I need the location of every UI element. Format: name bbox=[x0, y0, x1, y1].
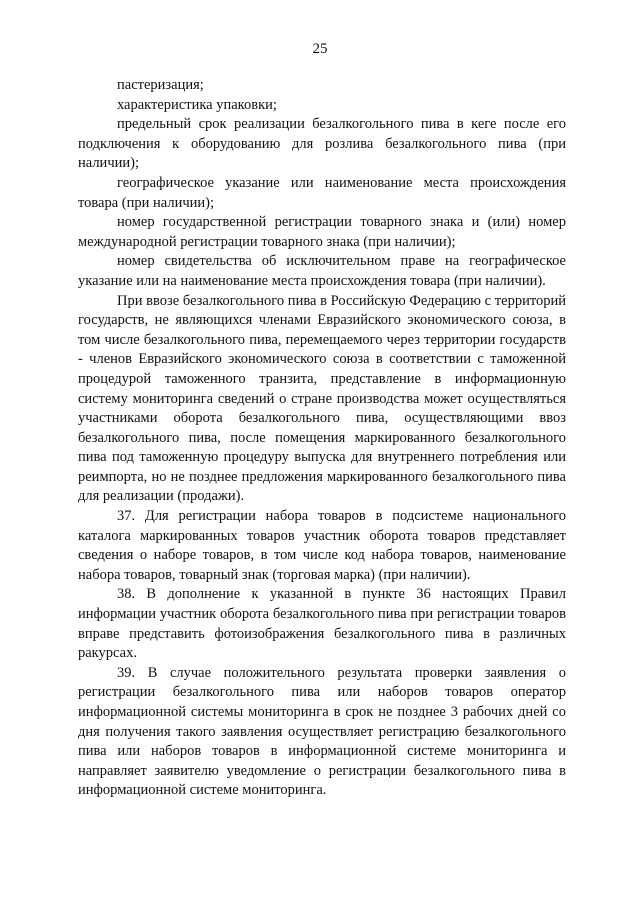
paragraph-import: При ввозе безалкогольного пива в Российскую Федерацию с территорий государств, не являющихся членами Евразийского экономического союза, в том числе безалкогольного пива, перемещаемого через территории государств - членов Евразийского экономического союза в соответствии с таможенной процедурой таможенного транзита, представление в информационную систему мониторинга сведений о стране производства может осуществляться участниками оборота безалкогольного пива, осуществляющими ввоз безалкогольного пива, после помещения маркированного безалкогольного пива под таможенную процедуру выпуска для внутреннего потребления или реимпорта, но не позднее предложения маркированного безалкогольного пива для реализации (продажи). bbox=[78, 292, 566, 505]
paragraph-geographical-indication: географическое указание или наименование места происхождения товара (при наличии); bbox=[78, 174, 566, 211]
paragraph-item-39: 39. В случае положительного результата проверки заявления о регистрации безалкогольного пива или наборов товаров оператор информационной системы мониторинга в срок не позднее 3 рабочих дней со дня получения такого заявления осуществляет регистрацию безалкогольного пива или наборов товаров в информационной системе мониторинга и направляет заявителю уведомление о регистрации безалкогольного пива в информационной системе мониторинга. bbox=[78, 664, 566, 799]
paragraph-keg-shelf-life: предельный срок реализации безалкогольного пива в кеге после его подключения к оборудованию для розлива безалкогольного пива (при наличии); bbox=[78, 116, 566, 172]
paragraph-item-37: 37. Для регистрации набора товаров в подсистеме национального каталога маркированных товаров участник оборота товаров представляет сведения о наборе товаров, в том числе код набора товаров, наименование набора товаров, товарный знак (торговая марка) (при наличии). bbox=[78, 508, 566, 583]
paragraph-exclusive-right-certificate: номер свидетельства об исключительном праве на географическое указание или на наименование места происхождения товара (при наличии). bbox=[78, 253, 566, 289]
paragraph-trademark-registration: номер государственной регистрации товарного знака и (или) номер международной регистрации товарного знака (при наличии); bbox=[78, 214, 566, 250]
document-body bbox=[78, 76, 566, 801]
page-number: 25 bbox=[312, 41, 328, 57]
paragraph-item-38: 38. В дополнение к указанной в пункте 36 настоящих Правил информации участник оборота безалкогольного пива при регистрации товаров вправе представить фотоизображения безалкогольного пива в различных ракурсах. bbox=[78, 586, 566, 662]
paragraph-packaging: характеристика упаковки; bbox=[117, 96, 277, 113]
paragraph-pasteurization: пастеризация; bbox=[117, 77, 204, 93]
